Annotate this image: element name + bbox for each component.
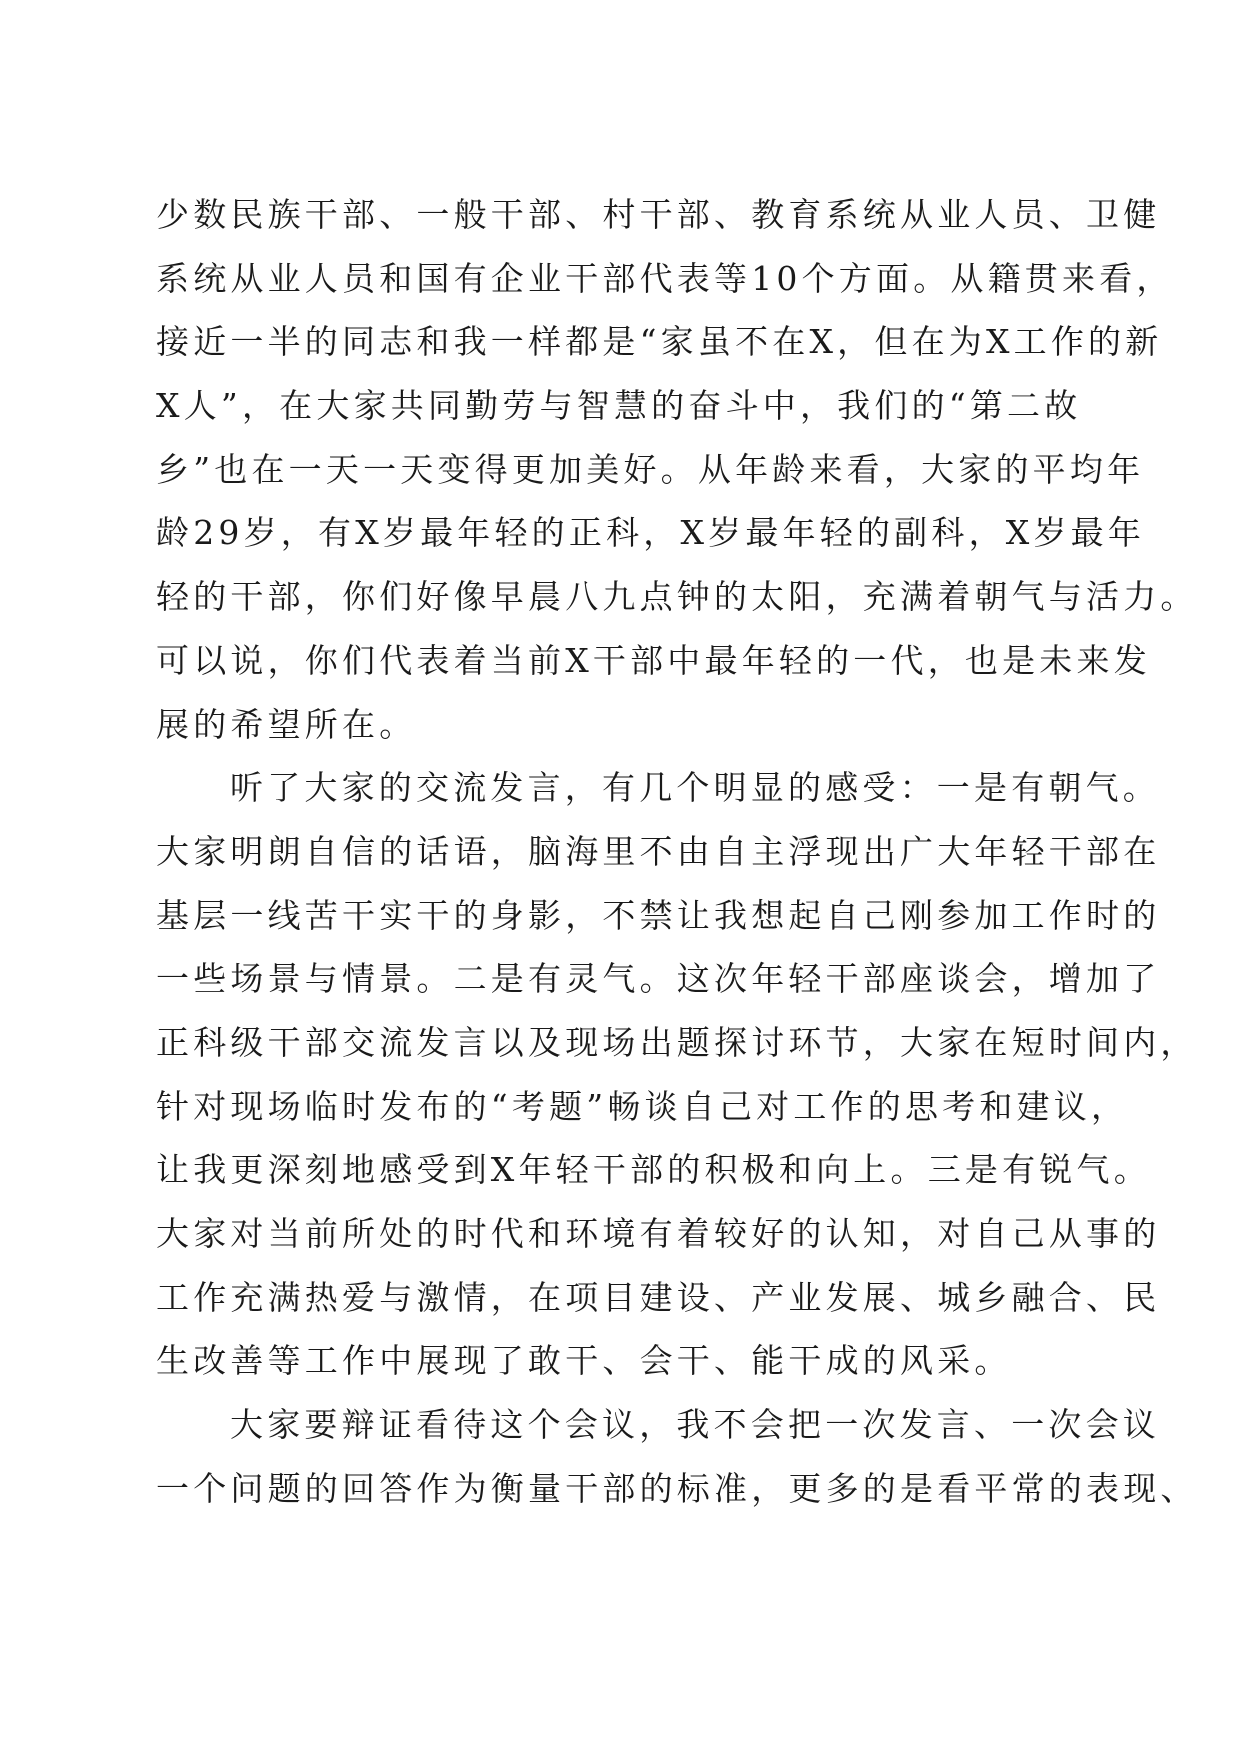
text-line: 针对现场临时发布的“考题”畅谈自己对工作的思考和建议，	[156, 1086, 1129, 1126]
paragraph-2	[156, 756, 1198, 1393]
text-line: 系统从业人员和国有企业干部代表等10个方面。从籍贯来看，	[156, 258, 1174, 298]
text-line: 生改善等工作中展现了敢干、会干、能干成的风采。	[156, 1341, 1012, 1381]
text-line: 大家明朗自信的话语，脑海里不由自主浮现出广大年轻干部在	[156, 831, 1161, 871]
text-line: 乡”也在一天一天变得更加美好。从年龄来看，大家的平均年	[156, 449, 1145, 489]
body-text	[156, 183, 1198, 1520]
text-line: 基层一线苦干实干的身影，不禁让我想起自己刚参加工作时的	[156, 895, 1161, 935]
text-line: 可以说，你们代表着当前X干部中最年轻的一代，也是未来发	[156, 640, 1151, 680]
text-line: 正科级干部交流发言以及现场出题探讨环节，大家在短时间内，	[156, 1022, 1198, 1062]
text-line: 少数民族干部、一般干部、村干部、教育系统从业人员、卫健	[156, 195, 1161, 234]
paragraph-1	[156, 183, 1198, 756]
paragraph-3	[156, 1393, 1198, 1520]
text-line-first: 大家要辩证看待这个会议，我不会把一次发言、一次会议	[230, 1405, 1160, 1445]
text-line-first: 听了大家的交流发言，有几个明显的感受：一是有朝气。	[230, 768, 1160, 808]
text-line: 一些场景与情景。二是有灵气。这次年轻干部座谈会，增加了	[156, 959, 1161, 999]
text-line: 展的希望所在。	[156, 704, 417, 744]
text-line: 一个问题的回答作为衡量干部的标准，更多的是看平常的表现、	[156, 1468, 1198, 1508]
text-line: 轻的干部，你们好像早晨八九点钟的太阳，充满着朝气与活力。	[156, 577, 1198, 617]
text-line: 工作充满热爱与激情，在项目建设、产业发展、城乡融合、民	[156, 1277, 1161, 1317]
text-line: X人”，在大家共同勤劳与智慧的奋斗中，我们的“第二故	[156, 386, 1082, 426]
text-line: 大家对当前所处的时代和环境有着较好的认知，对自己从事的	[156, 1214, 1161, 1253]
text-line: 龄29岁，有X岁最年轻的正科，X岁最年轻的副科，X岁最年	[156, 513, 1146, 553]
text-line: 接近一半的同志和我一样都是“家虽不在X，但在为X工作的新	[156, 322, 1163, 362]
text-line: 让我更深刻地感受到X年轻干部的积极和向上。三是有锐气。	[156, 1150, 1151, 1190]
